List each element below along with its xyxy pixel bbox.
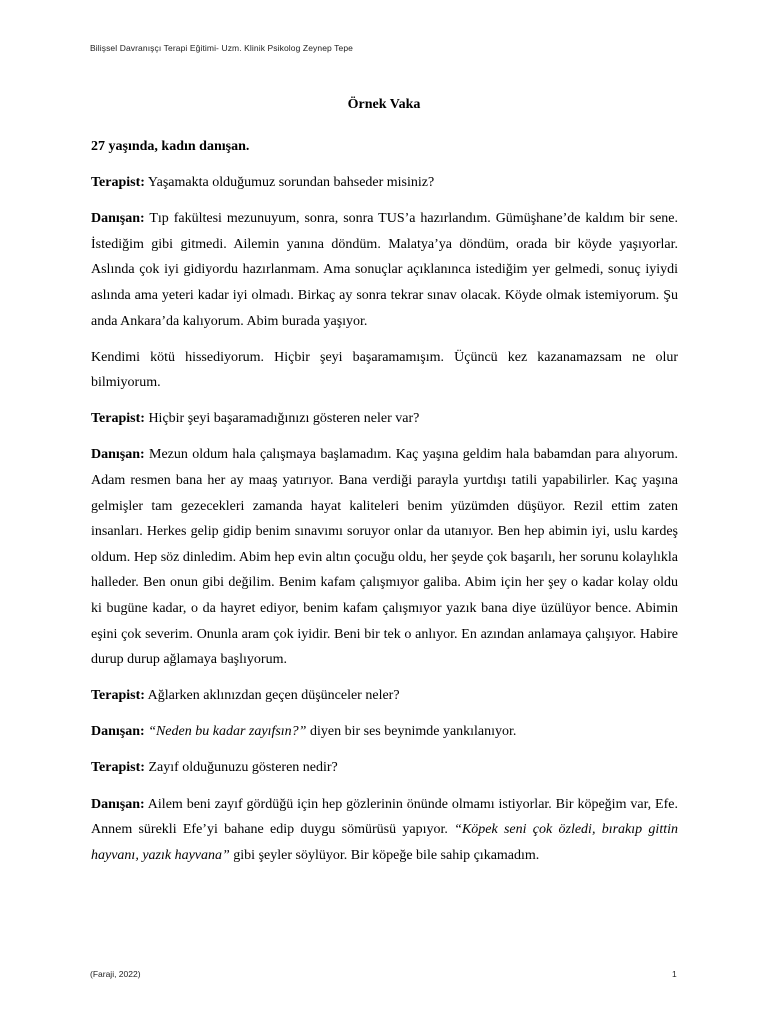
- paragraph-2: [91, 206, 678, 334]
- speaker-label: Terapist:: [91, 760, 145, 776]
- paragraph-text: Mezun oldum hala çalışmaya başlamadım. Kaç yaşına geldim hala babamdan para alıyorum. Adam resmen bana her ay maaş yatırıyor. Bana verdiği parayla yurtdışı tatili yapabilirler. Kaç yaşına gelmişler tam gezecekleri zamanda hayat kaliteleri benim yüzümden düşüyor. Rezil ettim zaten insanları. Herkes gelip gidip benim sınavımı soruyor onlar da utanıyor. Ben hep abimin iyi, uslu kardeş oldum. Hep söz dinledim. Abim hep evin altın çocuğu oldu, her şeyde çok başarılı, her sorunu kolaylıkla halleder. Ben onun gibi değilim. Benim kafam çalışmıyor galiba. Abim için her şey o kadar kolay oldu ki bugüne kadar, o da hayret ediyor, benim kafam çalışmıyor yazık bana diye üzülüyor bence. Abimin eşini çok severim. Onunla aram çok iyidir. Beni bir tek o anlıyor. En azından anlamaya çalışıyor. Habire durup durup ağlamaya başlıyorum.: [91, 447, 678, 668]
- paragraph-9: [91, 792, 678, 869]
- quoted-speech: “Köpek seni çok özledi, bırakıp gittin hayvanı, yazık hayvana”: [91, 822, 678, 863]
- case-subtitle: 27 yaşında, kadın danışan.: [91, 139, 250, 154]
- speaker-label: Terapist:: [91, 175, 145, 191]
- speaker-label: Danışan:: [91, 724, 145, 740]
- paragraph-4: [91, 406, 678, 432]
- page-number: 1: [672, 969, 677, 979]
- paragraph-5: [91, 442, 678, 672]
- speaker-label: Terapist:: [91, 411, 145, 427]
- paragraph-3: [91, 345, 678, 396]
- quoted-thought: “Neden bu kadar zayıfsın?”: [144, 724, 307, 740]
- paragraph-6: [91, 683, 678, 709]
- paragraph-text: Hiçbir şeyi başaramadığınızı gösteren neler var?: [144, 411, 420, 427]
- speaker-label: Terapist:: [91, 688, 145, 704]
- document-body: [91, 134, 678, 879]
- paragraph-text: gibi şeyler söylüyor. Bir köpeğe bile sahip çıkamadım.: [229, 847, 540, 863]
- paragraph-text: Ağlarken aklınızdan geçen düşünceler neler?: [144, 688, 400, 704]
- speaker-label: Danışan:: [91, 796, 145, 812]
- footer-citation: (Faraji, 2022): [90, 969, 141, 979]
- page-title: Örnek Vaka: [347, 97, 421, 112]
- paragraph-1: [91, 170, 678, 196]
- page-header: Bilişsel Davranışçı Terapi Eğitimi- Uzm. Klinik Psikolog Zeynep Tepe: [90, 43, 353, 53]
- speaker-label: Danışan:: [91, 447, 145, 463]
- paragraph-8: [91, 755, 678, 781]
- paragraph-text: Ailem beni zayıf gördüğü için hep gözlerinin önünde olmamı istiyorlar. Bir köpeğim var, Efe. Annem sürekli Efe’yi bahane edip duygu sömürüsü yapıyor.: [91, 796, 678, 838]
- paragraph-7: [91, 719, 678, 745]
- paragraph-text: Tıp fakültesi mezunuyum, sonra, sonra TUS’a hazırlandım. Gümüşhane’de kaldım bir sene. İstediğim gibi gitmedi. Ailemin yanına döndüm. Malatya’ya döndüm, orada bir köyde yaşıyorlar. Aslında çok iyi gidiyordu hazırlanmam. Ama sonuçlar açıklanınca istediğim yer gelmedi, sonuç iyiydi aslında ama yeteri kadar iyi olmadı. Birkaç ay sonra tekrar sınav olacak. Köyde olmak istemiyorum. Şu anda Ankara’da kalıyorum. Abim burada yaşıyor.: [91, 211, 678, 329]
- paragraph-text: Yaşamakta olduğumuz sorundan bahseder misiniz?: [144, 175, 435, 191]
- paragraph-text: Zayıf olduğunuzu gösteren nedir?: [144, 760, 338, 776]
- speaker-label: Danışan:: [91, 211, 145, 227]
- paragraph-text: diyen bir ses beynimde yankılanıyor.: [306, 724, 517, 740]
- paragraph-text: Kendimi kötü hissediyorum. Hiçbir şeyi başaramamışım. Üçüncü kez kazanamazsam ne olur bilmiyorum.: [91, 349, 678, 391]
